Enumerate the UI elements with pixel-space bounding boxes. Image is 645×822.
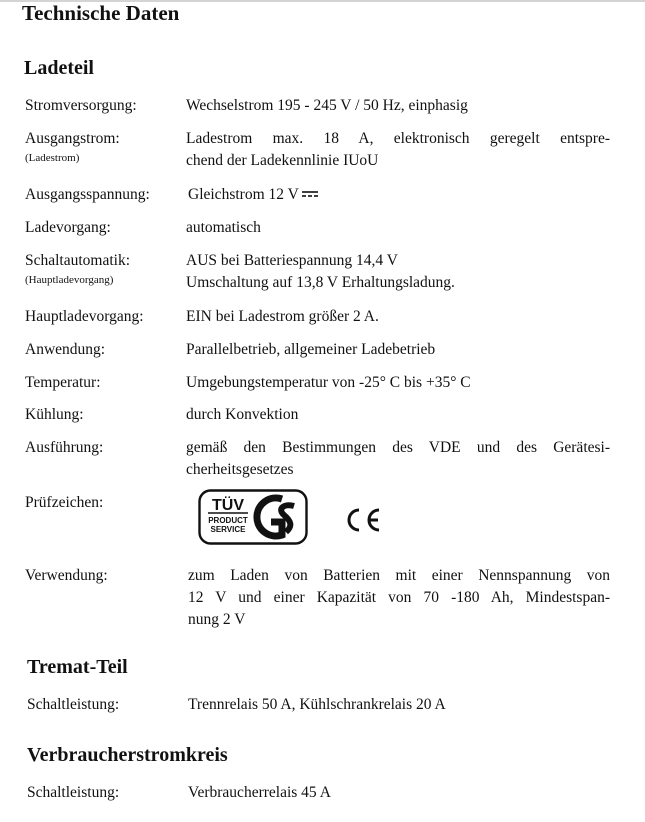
spec-value — [186, 306, 610, 328]
spec-value — [188, 565, 610, 631]
spec-value — [186, 128, 610, 172]
spec-sublabel: (Hauptladevorgang) — [25, 274, 114, 286]
page-title: Technische Daten — [22, 1, 180, 25]
spec-value — [186, 404, 610, 426]
section-heading-verbraucherstromkreis: Verbraucherstromkreis — [27, 744, 228, 766]
tuv-gs-mark-icon — [198, 489, 308, 545]
spec-label: Hauptladevorgang: — [25, 308, 144, 325]
spec-label: Ladevorgang: — [25, 219, 111, 236]
spec-value-line: Ladestrom max. 18 A, elektronisch geregelt entspre- — [186, 130, 610, 147]
section-heading-ladeteil: Ladeteil — [24, 57, 94, 79]
spec-value — [186, 372, 610, 394]
spec-value-line: durch Konvektion — [186, 406, 299, 423]
spec-value-line: zum Laden von Batterien mit einer Nennspannung von — [188, 567, 610, 584]
spec-label: Ausführung: — [25, 439, 104, 456]
spec-label — [25, 128, 195, 166]
spec-value-line: Trennrelais 50 A, Kühlschrankrelais 20 A — [188, 696, 446, 713]
spec-label: Schaltleistung: — [27, 784, 120, 801]
spec-value-line — [188, 184, 612, 206]
spec-value — [188, 782, 612, 804]
spec-label: Temperatur: — [25, 374, 101, 391]
spec-value-line: Parallelbetrieb, allgemeiner Ladebetrieb — [186, 341, 436, 358]
spec-value — [188, 184, 612, 206]
section-heading-tremat-teil: Tremat-Teil — [27, 656, 128, 678]
spec-value — [188, 694, 612, 716]
spec-value-line: Umschaltung auf 13,8 V Erhaltungsladung. — [186, 274, 455, 291]
spec-label: Ausgangsspannung: — [25, 186, 150, 203]
spec-label: Anwendung: — [25, 341, 106, 358]
spec-value-line: Umgebungstemperatur von -25° C bis +35° C — [186, 374, 471, 391]
spec-label: Stromversorgung: — [25, 97, 137, 114]
spec-label: Schaltleistung: — [27, 696, 120, 713]
spec-value-text: Gleichstrom 12 V — [188, 186, 299, 203]
spec-label-text: Schaltautomatik: — [25, 252, 131, 269]
tuv-mark-text: TÜV — [212, 497, 244, 514]
spec-value-line: 12 V und einer Kapazität von 70 -180 Ah, Mindestspan- — [188, 589, 610, 606]
spec-value — [186, 250, 610, 294]
spec-value-line: Verbraucherrelais 45 A — [188, 784, 331, 801]
spec-value — [186, 339, 610, 361]
spec-label: Kühlung: — [25, 406, 84, 423]
spec-value — [186, 437, 610, 481]
spec-sublabel: (Ladestrom) — [25, 152, 80, 164]
ce-mark-icon — [342, 507, 382, 533]
spec-label: Prüfzeichen: — [25, 494, 104, 511]
spec-value-line: Wechselstrom 195 - 245 V / 50 Hz, einphasig — [186, 97, 468, 114]
spec-value-line: AUS bei Batteriespannung 14,4 V — [186, 252, 398, 269]
spec-value-line: cherheitsgesetzes — [186, 461, 294, 478]
spec-value-line: chend der Ladekennlinie IUoU — [186, 152, 379, 169]
tuv-product-text: PRODUCT — [208, 516, 248, 525]
spec-value-line: automatisch — [186, 219, 261, 236]
spec-value-line: nung 2 V — [188, 611, 246, 628]
spec-value — [186, 95, 610, 117]
spec-label — [25, 250, 195, 288]
spec-label: Verwendung: — [25, 567, 108, 584]
spec-label-text: Ausgangstrom: — [25, 130, 120, 147]
direct-current-icon — [302, 190, 318, 198]
spec-value-line: EIN bei Ladestrom größer 2 A. — [186, 308, 379, 325]
spec-value — [186, 217, 610, 239]
tuv-service-text: SERVICE — [210, 525, 246, 534]
spec-value-line: gemäß den Bestimmungen des VDE und des Gerätesi- — [186, 439, 610, 456]
certification-marks — [198, 489, 398, 547]
